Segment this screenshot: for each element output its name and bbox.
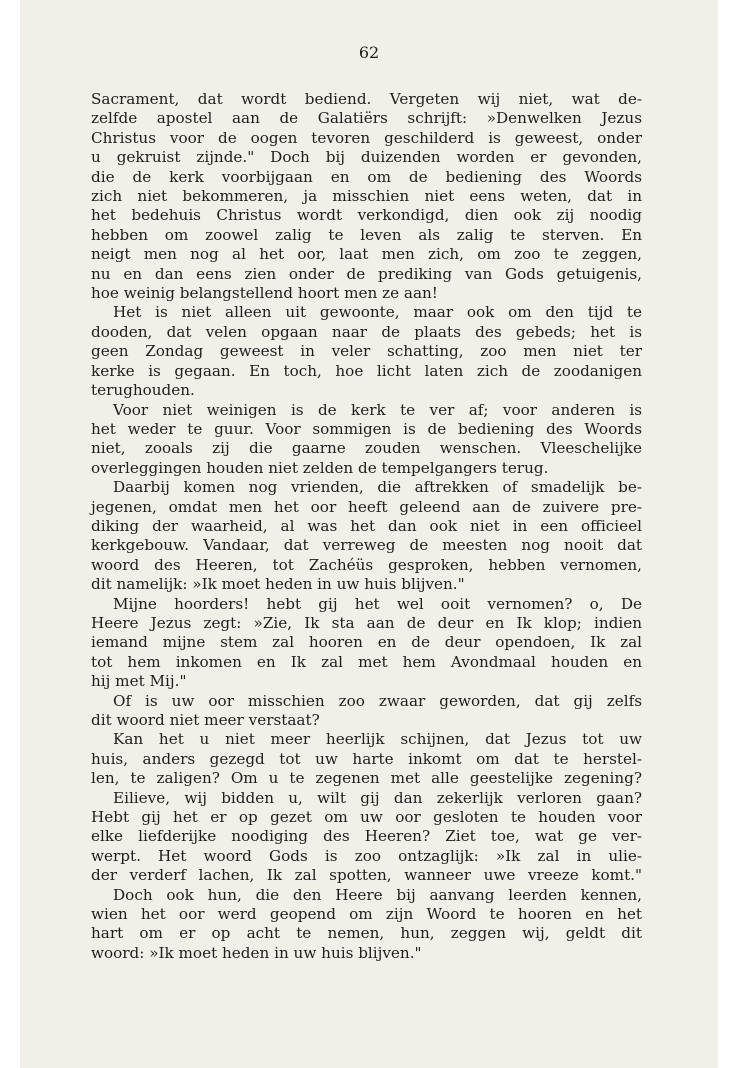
text-line: wien het oor werd geopend om zijn Woord te hooren en het — [91, 905, 642, 924]
text-line: der verderf lachen, Ik zal spotten, wanneer uwe vreeze komt." — [91, 866, 642, 885]
text-line: iemand mijne stem zal hooren en de deur opendoen, Ik zal — [91, 633, 642, 652]
text-line: Sacrament, dat wordt bediend. Vergeten wij niet, wat de- — [91, 90, 642, 108]
paragraph-8 — [91, 789, 642, 886]
text-line: Mijne hoorders! hebt gij het wel ooit vernomen? o, De — [113, 594, 642, 613]
text-line: huis, anders gezegd tot uw harte inkomt om dat te herstel- — [91, 749, 642, 768]
text-line: nu en dan eens zien onder de prediking van Gods getuigenis, — [91, 264, 642, 283]
paragraph-1 — [91, 90, 642, 303]
paragraph-4 — [91, 478, 642, 594]
text-line: Doch ook hun, die den Heere bij aanvang leerden kennen, — [113, 885, 642, 904]
text-line: die de kerk voorbijgaan en om de bediening des Woords — [91, 167, 642, 186]
text-line: kerke is gegaan. En toch, hoe licht laten zich de zoodanigen — [91, 361, 642, 380]
paragraph-6 — [91, 692, 642, 731]
paragraph-2 — [91, 303, 642, 400]
text-line: werpt. Het woord Gods is zoo ontzaglijk: »Ik zal in ulie- — [91, 846, 642, 865]
text-line: Hebt gij het er op gezet om uw oor gesloten te houden voor — [91, 808, 642, 827]
paragraph-5 — [91, 595, 642, 692]
text-line: dooden, dat velen opgaan naar de plaats des gebeds; het is — [91, 322, 642, 341]
text-line: hart om er op acht te nemen, hun, zeggen wij, geldt dit — [91, 924, 642, 943]
text-line: Kan het u niet meer heerlijk schijnen, dat Jezus tot uw — [113, 730, 642, 749]
text-line: Christus voor de oogen tevoren geschilderd is geweest, onder — [91, 128, 642, 147]
text-line: u gekruist zijnde." Doch bij duizenden worden er gevonden, — [91, 148, 642, 167]
text-line: zich niet bekommeren, ja misschien niet eens weten, dat in — [91, 187, 642, 206]
text-line: elke liefderijke noodiging des Heeren? Ziet toe, wat ge ver- — [91, 827, 642, 846]
text-line: kerkgebouw. Vandaar, dat verreweg de meesten nog nooit dat — [91, 536, 642, 555]
text-line: hebben om zoowel zalig te leven als zalig te sterven. En — [91, 225, 642, 244]
text-line: woord: »Ik moet heden in uw huis blijven." — [91, 943, 422, 962]
text-line: het bedehuis Christus wordt verkondigd, dien ook zij noodig — [91, 206, 642, 225]
text-line: geen Zondag geweest in veler schatting, zoo men niet ter — [91, 342, 642, 361]
text-line: dit woord niet meer verstaat? — [91, 711, 320, 729]
book-page — [20, 0, 718, 1068]
text-line: hoe weinig belangstellend hoort men ze aan! — [91, 284, 438, 303]
text-line: niet, zooals zij die gaarne zouden wenschen. Vleeschelijke — [91, 439, 642, 458]
text-line: woord des Heeren, tot Zachéüs gesproken, hebben vernomen, — [91, 555, 642, 574]
text-line: Voor niet weinigen is de kerk te ver af; voor anderen is — [113, 400, 642, 419]
paragraph-3 — [91, 401, 642, 479]
text-line: tot hem inkomen en Ik zal met hem Avondmaal houden en — [91, 652, 642, 671]
text-line: Het is niet alleen uit gewoonte, maar ook om den tijd te — [113, 303, 642, 322]
body-text — [91, 90, 642, 963]
text-line: Heere Jezus zegt: »Zie, Ik sta aan de deur en Ik klop; indien — [91, 613, 642, 632]
text-line: zelfde apostel aan de Galatiërs schrijft: »Denwelken Jezus — [91, 109, 642, 128]
text-line: hij met Mij." — [91, 672, 187, 691]
text-line: Eilieve, wij bidden u, wilt gij dan zekerlijk verloren gaan? — [113, 788, 642, 807]
paragraph-9 — [91, 886, 642, 964]
text-line: dit namelijk: »Ik moet heden in uw huis blijven." — [91, 575, 465, 594]
text-line: jegenen, omdat men het oor heeft geleend aan de zuivere pre- — [91, 497, 642, 516]
paragraph-7 — [91, 730, 642, 788]
text-line: len, te zaligen? Om u te zegenen met alle geestelijke zegening? — [91, 769, 642, 788]
text-line: Of is uw oor misschien zoo zwaar geworden, dat gij zelfs — [113, 691, 642, 710]
text-line: diking der waarheid, al was het dan ook niet in een officieel — [91, 516, 642, 535]
text-line: neigt men nog al het oor, laat men zich, om zoo te zeggen, — [91, 245, 642, 264]
text-line: terughouden. — [91, 381, 195, 400]
text-line: overleggingen houden niet zelden de tempelgangers terug. — [91, 458, 549, 477]
page-number: 62 — [358, 43, 380, 62]
text-line: het weder te guur. Voor sommigen is de bediening des Woords — [91, 419, 642, 438]
text-line: Daarbij komen nog vrienden, die aftrekken of smadelijk be- — [113, 478, 642, 497]
